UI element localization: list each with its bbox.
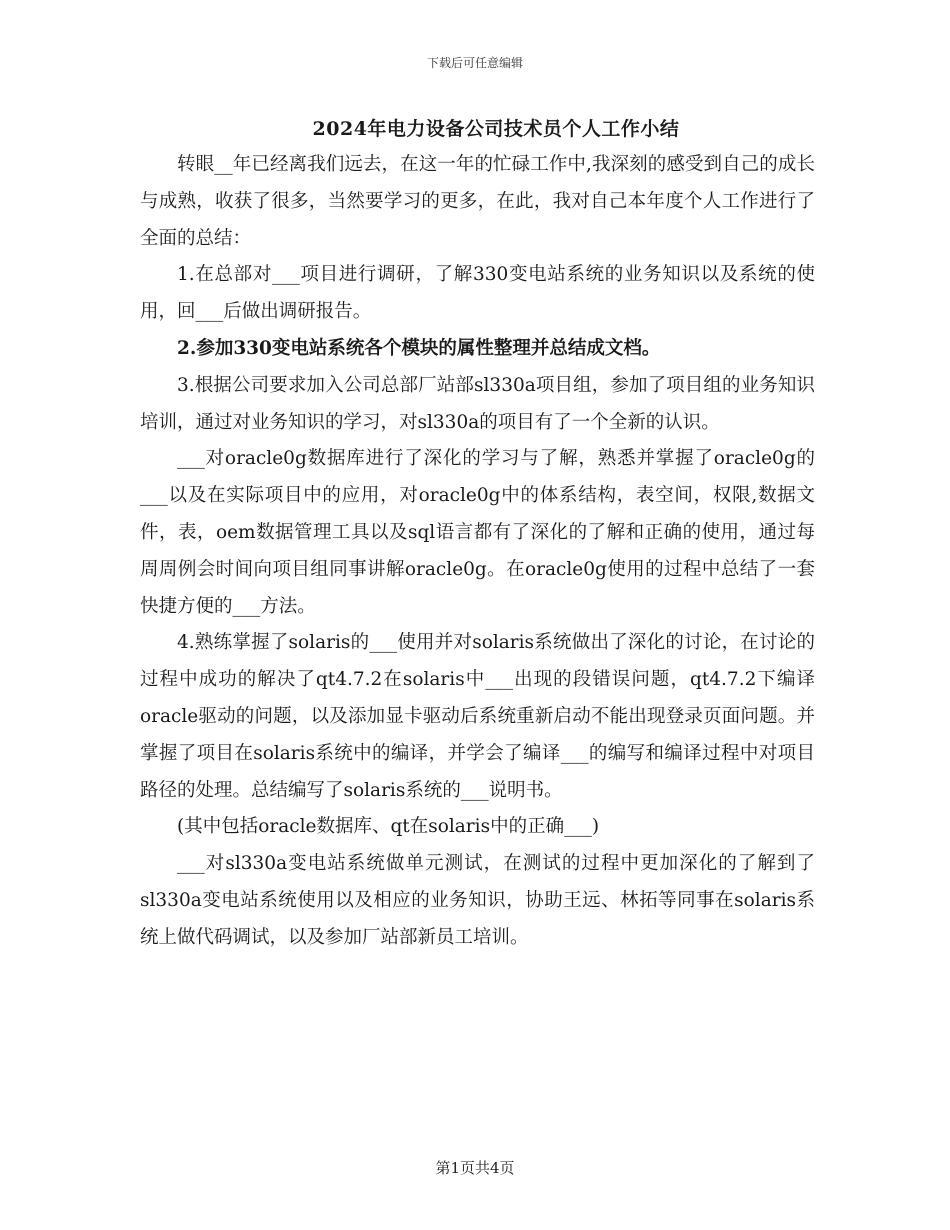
page-footer: 第1页共4页 <box>435 1159 515 1177</box>
document-title: 2024年电力设备公司技术员个人工作小结 <box>312 118 680 140</box>
paragraph-testing: ___对sl330a变电站系统做单元测试，在测试的过程中更加深化的了解到了sl330a变电站系统使用以及相应的业务知识，协助王远、林拓等同事在solaris系统上做代码调试，以及参加厂站部新员工培训。 <box>140 853 815 948</box>
paragraph-item-1: 1.在总部对___项目进行调研，了解330变电站系统的业务知识以及系统的使用，回___后做出调研报告。 <box>140 264 815 323</box>
paragraph-item-2: 2.参加330变电站系统各个模块的属性整理并总结成文档。 <box>177 337 661 359</box>
paragraph-item-4: 4.熟练掌握了solaris的___使用并对solaris系统做出了深化的讨论，在讨论的过程中成功的解决了qt4.7.2在solaris中___出现的段错误问题，qt4.7.2下编译oracle驱动的问题，以及添加显卡驱动后系统重新启动不能出现登录页面问题。并掌握了项目在solaris系统中的编译，并学会了编译___的编写和编译过程中对项目路径的处理。总结编写了solaris系统的___说明书。 <box>140 632 815 801</box>
paragraph-note: (其中包括oracle数据库、qt在solaris中的正确___) <box>177 816 600 838</box>
paragraph-intro: 转眼__年已经离我们远去，在这一年的忙碌工作中,我深刻的感受到自己的成长与成熟，收获了很多，当然要学习的更多，在此，我对自己本年度个人工作进行了全面的总结： <box>140 154 815 249</box>
header-note: 下载后可任意编辑 <box>426 56 523 70</box>
paragraph-item-3: 3.根据公司要求加入公司总部厂站部sl330a项目组，参加了项目组的业务知识培训，通过对业务知识的学习，对sl330a的项目有了一个全新的认识。 <box>140 374 815 433</box>
document-body <box>140 147 815 957</box>
paragraph-oracle: ___对oracle0g数据库进行了深化的学习与了解，熟悉并掌握了oracle0g的___以及在实际项目中的应用，对oracle0g中的体系结构，表空间，权限,数据文件，表，oem数据管理工具以及sql语言都有了深化的了解和正确的使用，通过每周周例会时间向项目组同事讲解oracle0g。在oracle0g使用的过程中总结了一套快捷方便的___方法。 <box>140 448 815 617</box>
